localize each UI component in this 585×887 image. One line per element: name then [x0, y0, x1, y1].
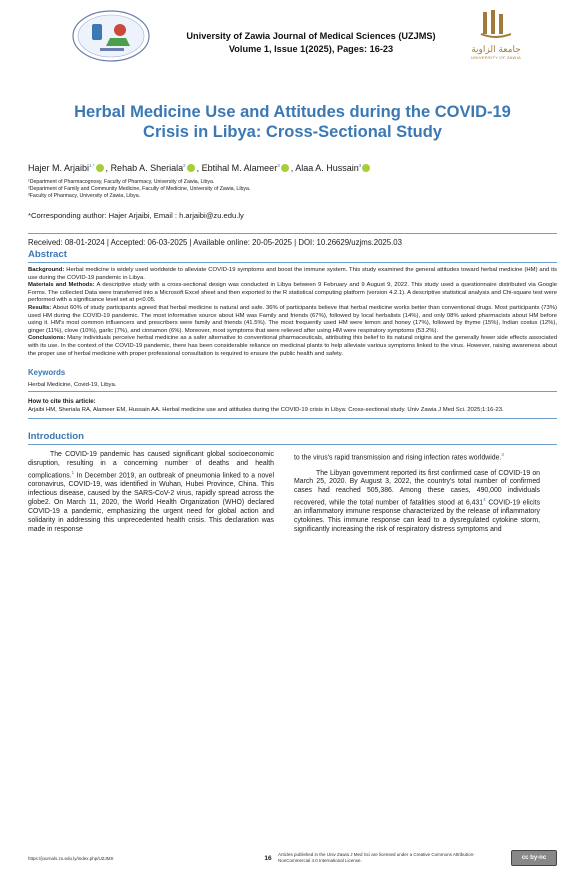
paragraph: The COVID-19 pandemic has caused significant global socioeconomic disruption, resulting in a concerning number of deaths and health complications.$^1$ In December 2019, an outbreak of pneumonia linked to a novel coronavirus, COVID-19, was identified in Wuhan, Hubei Province, China. This infectious disease, caused by the SARS-CoV-2 virus, rapidly spread across the globe2. On March 11, 2020, the World Health Organization (WHO) declared COVID-19 a pandemic, emphasizing the urgent need for global action and solidarity in addressing this unprecedented health crisis. This declaration was made in response [28, 451, 274, 533]
left-column [28, 451, 274, 535]
introduction-heading: Introduction [28, 431, 557, 445]
journal-name: University of Zawia Journal of Medical Sciences (UZJMS) [186, 31, 436, 41]
cc-license-icon[interactable]: cc by-nc [511, 850, 557, 866]
author: Hajer M. Arjaibi$^{1,*}$ [28, 163, 106, 173]
citation-text: Arjaibi HM, Sheriala RA, Alameer EM, Hussain AA. Herbal medicine use and attitudes during the COVID-19 crisis in Libya: Cross-sectional study. Univ Zawia J Med Sci. 2025;1:16-23. [28, 406, 504, 413]
orcid-icon[interactable] [362, 164, 370, 172]
journal-logo-icon [70, 8, 152, 64]
orcid-icon[interactable] [96, 164, 104, 172]
orcid-icon[interactable] [281, 164, 289, 172]
page-number: 16 [264, 854, 272, 862]
keywords-heading: Keywords [28, 368, 66, 378]
affiliation: ³Faculty of Pharmacy, University of Zawia, Libya. [28, 193, 141, 199]
journal-issue: Volume 1, Issue 1(2025), Pages: 16-23 [228, 44, 394, 54]
journal-url-link[interactable]: https://journals.zu.edu.ly/index.php/UZJMS [28, 855, 114, 861]
university-logo [465, 8, 527, 66]
university-name-english: UNIVERSITY OF ZAWIA [471, 55, 521, 60]
author: Rehab A. Sheriala$^2$ [111, 163, 197, 173]
abstract-heading: Abstract [28, 249, 557, 263]
title-line-1: Herbal Medicine Use and Attitudes during the COVID-19 [74, 103, 511, 121]
affiliation: ²Department of Family and Community Medicine, Faculty of Medicine, University of Zawia, Libya. [28, 186, 251, 192]
page-footer [28, 850, 557, 866]
corresponding-author: *Corresponding author: Hajer Arjaibi, Email : h.arjaibi@zu.edu.ly [28, 211, 244, 220]
author: Ebtihal M. Alameer$^3$ [202, 163, 291, 173]
right-column [294, 451, 540, 535]
abstract-results: Results: About 60% of study participants agreed that herbal medicine is natural and safe. 36% of participants believe that herbal medicine works better than conventional drugs. Most participants (73%) used HM during the COVID-19 pandemic. The most informative source about HM was Family and friends (67%), followed by local herbalists (14%), and only 08% asked pharmacists about HM before using it. HM's most common influencers and prescribers were family and friends (41.5%). The most frequently used HM were lemon and honey (17%), followed by thyme (15%), Indian costus (12%), ginger (11%), clove (10%), garlic (7%), and cinnamon (6%). Moreover, most symptoms that were relieved after using HM were respiratory symptoms (53.2%). [28, 304, 558, 334]
abstract-methods: Materials and Methods: A descriptive study with a cross-sectional design was conducted in Libya between 9 February and 9 August 9, 2022. This study used a questionnaire distributed via Google Forms. The collected Data were transferred into a Microsoft Excel sheet and then exported to the R statistical computing platform (version 4.2.1). A descriptive statistical analysis and Chi-square test were performed with a significance level set at p<0.05. [28, 282, 557, 304]
abstract-body [28, 267, 557, 358]
affiliation: ¹Department of Pharmacognosy, Faculty of Pharmacy, University of Zawia, Libya. [28, 179, 215, 185]
citation-heading: How to cite this article: [28, 398, 96, 406]
keywords-text: Herbal Medicine, Covid-19, Libya. [28, 382, 557, 392]
author-list: Hajer M. Arjaibi$^{1,*}$ , Rehab A. Sheriala$^2$ , Ebtihal M. Alameer$^3$ , Alaa A. Hussain$^3$ [28, 160, 557, 174]
paragraph: to the virus's rapid transmission and rising infection rates worldwide.$^3$ [294, 452, 504, 462]
article-dates: Received: 08-01-2024 | Accepted: 06-03-2025 | Available online: 20-05-2025 | DOI: 10.26629/uzjms.2025.03 [28, 233, 557, 247]
university-emblem-icon [479, 8, 513, 38]
introduction-columns [28, 451, 557, 535]
license-text: Articles published in the Univ Zawia J Med Sci are licensed under a Creative Commons Attribution-NonCommercial 4.0 International License. [278, 852, 475, 863]
orcid-icon[interactable] [187, 164, 195, 172]
affiliations [28, 179, 557, 200]
author: Alaa A. Hussain$^3$ [295, 163, 372, 173]
paragraph: The Libyan government reported its first confirmed case of COVID-19 on March 25, 2020. By August 3, 2022, the country's total number of confirmed cases had reached 505,386. Among these cases, 490,000 individuals recovered, while the total number of fatalities stood at 6,431$^4$ COVID-19 elicits an inflammatory immune response characterized by the release of inflammatory cytokines. This immune response can lead to a dysregulated cytokine storm, significantly increasing the risk of respiratory distress symptoms and [294, 469, 541, 534]
abstract-background: Background: Herbal medicine is widely used worldwide to alleviate COVID-19 symptoms and boost the immune system. This study examined the general attitudes toward herbal medicine (HM) and its use during the COVID-19 pandemic in Libya. [28, 267, 558, 281]
journal-header [28, 0, 557, 72]
abstract-conclusions: Conclusions: Many individuals perceive herbal medicine as a safer alternative to conventional pharmaceuticals, attributing this belief to its natural origins and the generally fewer side effects associated with its use. In the context of the COVID-19 pandemic, there has been considerable reliance on medicinal plants to help alleviate various symptoms linked to the virus. However, raising awareness about the proper use of herbal medicine with proper professional consultation is required to ensure the public health and safety. [28, 335, 557, 357]
journal-title [176, 30, 446, 56]
citation-box [28, 395, 557, 419]
university-name-arabic: جامعة الزاوية [471, 45, 521, 55]
article-title [28, 102, 557, 142]
title-line-2: Crisis in Libya: Cross-Sectional Study [143, 123, 442, 141]
